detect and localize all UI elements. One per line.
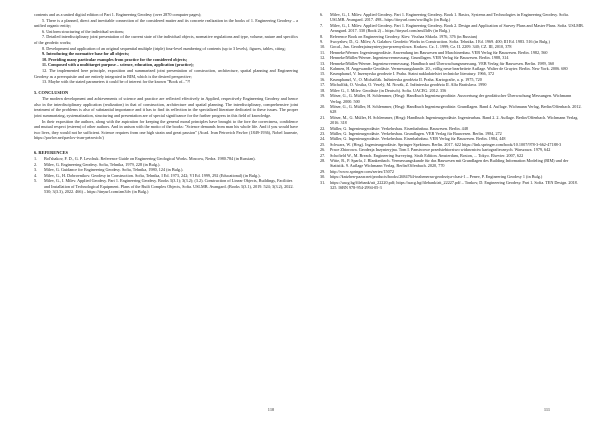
reference-number: 5. <box>34 178 38 184</box>
references-list-left <box>34 156 298 194</box>
reference-number: 31. <box>320 179 326 185</box>
reference-item <box>320 23 584 34</box>
page-number-left: 110 <box>267 407 275 412</box>
reference-number: 20. <box>320 103 326 109</box>
reference-text: Müller, G. Ingenieurgeodäsie. Verkehrsbau. Eisenbahnbau. VEB Verlag für Bauwesen. Berlin. 1984, 448 <box>330 136 506 142</box>
reference-number: 19. <box>320 93 326 99</box>
conclusion-paragraph: The modern development and achievements of science and practice are reflected effectively in Applied, respectively Engineering Geodesy and hence also in the interdisciplinary application (realization) in that of construction, architecture and spatial planning. The interdisciplinary, comprehensive joint treatment of the problems is also of substantial importance and it has to find its reflection in the specialized literature dedicated to these issues. The proper joint summarizing, systematization, structuring and presentation are of special significance for the further progress in this field of knowledge. <box>34 96 298 118</box>
reference-number: 2. <box>34 161 38 167</box>
reference-item <box>320 115 584 126</box>
reference-text: http://www.springer.com/series/15072 <box>330 168 394 174</box>
reference-text: Müller, G. Ingenieurgeodäsie. Verkehrsbau. Grundlagen. VEB Verlag für Bauwesen. Berlin. 1984, 272 <box>330 130 502 136</box>
reference-text: Michalčák, O. Vosika, O. Veselý, M. Novák, Z. Inžinierska geodézia II. Alfa Bratislava. 1990 <box>330 82 487 88</box>
reference-number: 30. <box>320 174 326 180</box>
intro-item: 6. Uniform structuring of the individual sections; <box>42 28 125 34</box>
reference-text: Müller, G. Ingenieurgeodäsie: Verkehrsbau. Eisenbahnbau. Bauwesen. Berlin. 448 <box>330 125 468 131</box>
reference-text: Henneke/Müller/Werner. Ingenieurvermessung. Handbuch und Überwachungsmessung. VEB Verlag für Bauwesen. Berlin. 1989, 360 <box>330 60 555 66</box>
reference-text: https://uacg.bg/filebank/att_22220.pdf; https://uacg.bg/filebank/att_22227.pdf – Tonkov, D. Engineering Geodesy. Part 1. Sofia. TEN Design. 2018. 325. ISBN 978-954-2994-05-3 <box>330 179 578 190</box>
reference-text: Milev, G. Guidance for Engineering Geodesy. Sofia, Tehnika, 1980, 124 (in Bulg.). <box>44 167 184 173</box>
reference-item <box>34 178 298 194</box>
reference-number: 7. <box>320 22 324 28</box>
reference-item <box>320 104 584 115</box>
reference-text: Reference Book on Engineering Geodesy. Kiev. Visshaa Shkola. 1976, 376 (in Russian) <box>330 33 478 39</box>
right-page <box>320 12 584 404</box>
reference-text: Milev, G., I. Milev. Applied Geodesy. Part 1. Engineering Geodesy. Books 3(3.1); 3(3.2); (3.2). Construction of Linear Objects, Buildings, Facilities and Installation of Technological Equipment. Plans of the Built Complex Objects, Sofia. USLMB. Avangard. (Books 3(3.1), 2019. 524; 3(3.2), 2022. 530; 3(3.3), 2022. 466) – https://tinyurl.com/am3ifv (in Bulg.) <box>44 178 294 194</box>
reference-number: 18. <box>320 87 326 93</box>
reference-number: 24. <box>320 136 326 142</box>
intro-item: 11. Composed with a multitarget purpose – science, education, application (practice); <box>42 62 194 68</box>
conclusion-paragraph: In their exposition the authors, along with the aspiration for keeping the general moral principles have brought to the fore the correctness, confidence and mutual respect (esteem) of other authors. And in unison with the motto of the books: "Science demands from man his whole life. And if you would have two lives, they would not be sufficient. Science requires from one high strain and great passion" (Acad. Ivan Petrovich Pavlov (1849-1936), Nobel laureate, https://pavlov.net/pavlov-ivan-petrovich/) <box>34 118 298 141</box>
intro-item: contents and as a united digital edition of Part 1. Engineering Geodesy (over 2870 computer pages); <box>34 12 202 17</box>
intro-item: 10. Providing many particular examples from practice for the considered objects; <box>42 56 188 62</box>
reference-number: 16. <box>320 76 326 82</box>
reference-number: 15. <box>320 71 326 77</box>
reference-text: Milev, G., H. Dobrovnikov. Geodesy in Construction. Sofia, Tehnika, I Ed. 1973, 242; VI Ed. 1999, 292 (Educational) (in Bulg.). <box>44 172 261 178</box>
left-page <box>34 12 298 404</box>
reference-number: 26. <box>320 147 326 153</box>
reference-text: Möser, M., G. Müller, H. Schlemmer, (Hrsg): Handbuch Ingenieurgeodäsie. Ingenieurbau. Band 2. 2. Auflage. Berlin/Offenbach. Wichmann Verlag. 2016. 318 <box>330 114 579 126</box>
page-number-right: 111 <box>543 407 551 412</box>
reference-text: https://knizhen-pazar.net/products/books/2684764-inzhenerna-geodeziya-chast-1 – Penev, P. Engineering Geodesy 1 (in Bulg.) <box>330 174 543 180</box>
reference-text: Milev G., I. Milev. Geodäsie (in Deutsch). Sofia. UACEG. 2012. 356 <box>330 87 447 93</box>
reference-number: 17. <box>320 82 326 88</box>
reference-number: 11. <box>320 49 326 55</box>
reference-text: Henneke/Müller/Werner. Ingenieurvermessung. Grundlagen. VEB Verlag für Bauwesen. Berlin. 1988, 314 <box>330 55 509 61</box>
reference-number: 1. <box>34 156 38 162</box>
reference-number: 14. <box>320 66 326 72</box>
reference-number: 28. <box>320 157 326 163</box>
reference-number: 23. <box>320 130 326 136</box>
reference-text: Milev, G. Engineering Geodesy. Sofia, Tehnika, 1979, 228 (in Bulg.). <box>44 161 161 167</box>
reference-text: Bol'shakov, F. D., G. P. Levchuk. Reference Guide on Engineering Geological Works. Moscow, Nedra. 1980.784 (in Russian). <box>44 156 256 162</box>
reference-number: 9. <box>320 39 324 45</box>
reference-text: Krumphanzl, V., O. Michalčák. Inžinierska geodézia II. Praha. Kartografie, a. p. 1975, 720 <box>330 76 482 82</box>
reference-text: Milev, G., I. Milev. Applied Geodesy. Part 1. Engineering Geodesy. Book 1. Basics, Systems and Technologies in Engineering Geodesy. Sofia. USLMB. Avangard. 2017. 498– https://tinyurl.com/ww4bg3c (in Bulg.) <box>330 12 569 23</box>
reference-number: 13. <box>320 60 326 66</box>
intro-item: 7. Detailed interdisciplinary joint presentation of the current state of the individual objects, normative regulations and type, volume, nature and specifics of the geodetic works; <box>34 34 298 45</box>
reference-number: 4. <box>34 172 38 178</box>
reference-number: 10. <box>320 44 326 50</box>
reference-item <box>320 158 584 169</box>
intro-item: 12. The implemented here principle, exposition and summarized joint presentation of construction, architecture, spatial planning and Engineering Geodesy as a prerequisite and are entirely integrated in BIM, which is the desired perspective; <box>34 67 298 79</box>
reference-item <box>320 93 584 104</box>
reference-number: 8. <box>320 33 324 39</box>
conclusion-body <box>34 96 298 141</box>
reference-number: 3. <box>34 167 38 173</box>
references-list-right <box>320 12 584 190</box>
conclusion-heading: 5. CONCLUSION <box>34 89 69 95</box>
reference-text: Henneke/Werner. Ingenieurgeodäsie. Anwendung im Bauwesen und Maschinenbau. VEB Verlag für Bauwesen. Berlin. 1982, 560 <box>330 49 548 55</box>
reference-text: Schofield W., M. Breach. Engineering Surveying. Sixth Edition. Amsterdam, Boston, ... Tokyo. Elsevier. 2007, 622 <box>330 152 524 158</box>
reference-number: 22. <box>320 125 326 131</box>
intro-item: 8. Development and application of an original sequential multiple (triple) four-level numbering of contents (up to 3 levels), figures, tables, citing; <box>42 45 286 51</box>
reference-item <box>320 12 584 23</box>
reference-text: Krumphanzl, V. Inzenyrska geodezie I. Praha. Statni nakladatelstvi technicke literatury. 1966, 372 <box>330 71 495 77</box>
intro-item: 9. Introducing the normative base for all objects; <box>42 51 130 57</box>
reference-text: Witte, B., P. Sparla, J. Blankenbach. Vermessungskunde für das Bauwesen mit Grundlagen des Building Information Modeling (BIM) und der Statistik. 9. Auflage Wichmann Verlag. Berlin/Offenbach. 2020, 770 <box>330 157 569 169</box>
reference-number: 12. <box>320 55 326 61</box>
reference-number: 6. <box>320 12 324 17</box>
reference-text: Schwarz, W. (Hrsg). Ingenieurgeodäsie. Springer Spektrum. Berlin. 2017. 622 https://link.springer.com/book/10.1007/978-3-662-47188-3 <box>330 141 562 147</box>
reference-number: 27. <box>320 152 326 158</box>
reference-text: Swoyzhev, D., G. Milev, A. Galabov. Geodetic Works in Construction. Sofia. Tehnika. I Ed. 1969. 400; III Ed. 1983. 516 (in Bulg.) <box>330 39 550 45</box>
reference-number: 21. <box>320 114 326 120</box>
intro-item: 5. There is a planned, direct and inevitable connection of the considered matter and its concrete realization in the books of 1. Engineering Geodesy – a unified organic entity; <box>34 17 298 29</box>
reference-text: Milev, G., I. Milev. Applied Geodesy. Part 1. Engineering Geodesy. Book 2. Design and Application of Survey Plans and Master Plans. Sofia. USLMB. Avangard. 2017. 330 (Book 2) – https://tinyurl.com/am43dfv (in Bulg.) <box>330 22 584 34</box>
reference-text: Prace Zbiorowa. Geodezja Inzynieryjna. Tom I. Panstwowe przedsiebiorstwo widawnictw kartografiecznych. Warszawa. 1979, 642 <box>330 147 551 153</box>
reference-text: Möser, G., G. Müller, H. Schlemmer, (Hrsg): Handbuch Ingenieurgeodäsie. Auswertung der geodätischer Überwachung Messungen. Wichmann Verlag. 2000. 500 <box>330 93 572 104</box>
intro-item: 13. Maybe with the stated parameters it could be of interest for the known "Book of..."?! <box>42 79 191 85</box>
reference-text: Gocal., Jan. Geodezjainzynieryjno-przemyslowa. Krakow. Cz. 1. 1999; Cz. II. 2209. 340; CZ. III, 2010, 378 <box>330 44 512 50</box>
references-heading: 6. REFERENCES <box>34 149 68 155</box>
reference-item <box>320 180 584 191</box>
reference-number: 29. <box>320 168 326 174</box>
reference-number: 25. <box>320 141 326 147</box>
reference-text: Möser, G., G. Müller, H. Schlemmer, (Hrsg): Handbuch Ingenieurgeodäsie. Grundlagen. Band 4. Auflage. Wichmann Verlag, Berlin/Offenbach. 2012. 628 <box>330 103 582 115</box>
intro-list <box>34 12 298 85</box>
reference-text: Kahmen, H. Angewandte Geodäsie. Vermessungskunde. 20., völlig neue bearbeitete Auflage. Walter de Gruyter. Berlin. New York. 2006. 680 <box>330 66 568 72</box>
